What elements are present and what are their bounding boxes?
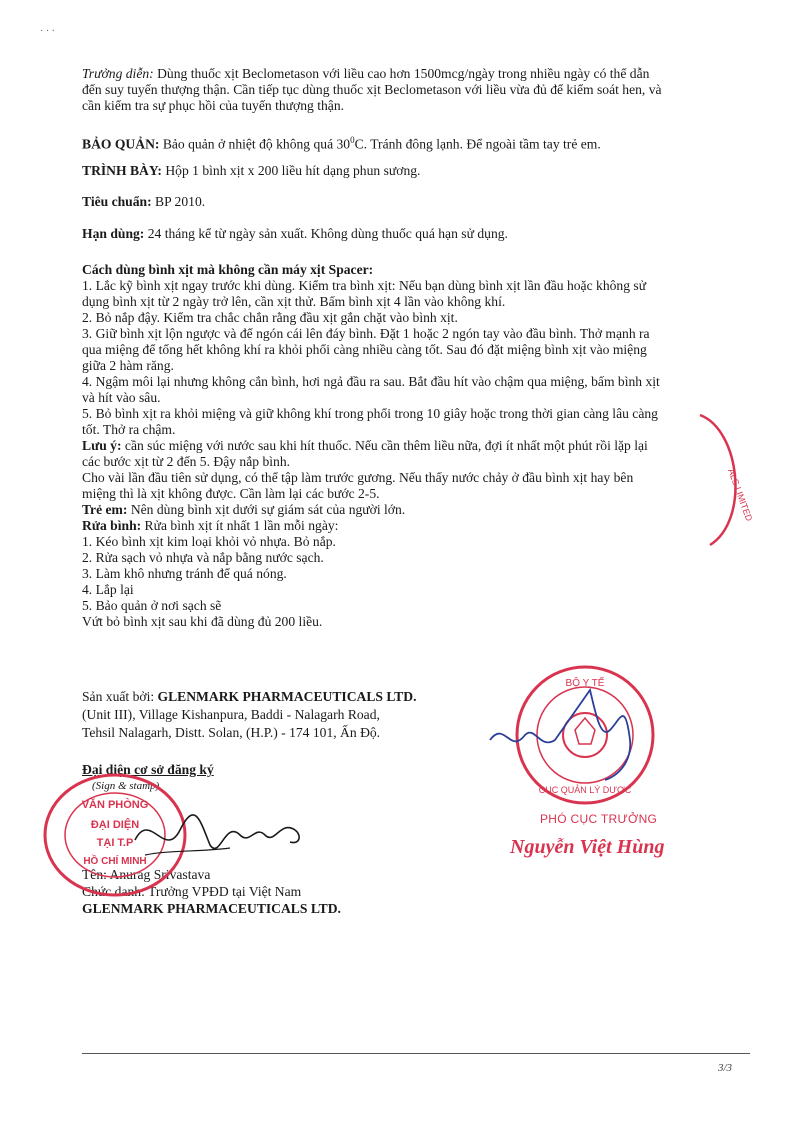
usage-line: giữa 2 hàm răng.	[82, 358, 174, 373]
manufacturer-name: GLENMARK PHARMACEUTICALS LTD.	[157, 689, 417, 704]
usage-line: và hít vào sâu.	[82, 390, 161, 405]
wash-line: 3. Làm khô nhưng tránh để quá nóng.	[82, 566, 287, 581]
manufacturer-label: Sản xuất bởi:	[82, 689, 158, 704]
wash-line: 2. Rửa sạch vỏ nhựa và nắp bằng nước sạch.	[82, 550, 324, 565]
storage-sup: 0	[350, 135, 355, 145]
child-label: Trẻ em:	[82, 502, 128, 517]
rep-name: Tên: Anurag Srivastava	[82, 867, 211, 882]
storage-label: BẢO QUẢN:	[82, 136, 160, 152]
usage-line: 1. Lắc kỹ bình xịt ngay trước khi dùng. Kiểm tra bình xịt: Nếu bạn dùng bình xịt lần đầu hoặc không sử	[82, 278, 647, 293]
wash-label: Rửa bình:	[82, 518, 142, 533]
overdose-label: Trưởng diễn:	[82, 66, 154, 81]
overdose-line-3: cần kiểm tra sự phục hồi của tuyến thượng thận.	[82, 98, 345, 113]
storage-text-2: C. Tránh đông lạnh. Để ngoài tầm tay trẻ em.	[354, 136, 601, 152]
rep-position: Chức danh: Trưởng VPĐD tại Việt Nam	[82, 884, 302, 899]
rep-signature	[130, 800, 310, 870]
usage-line: qua miệng để tống hết không khí ra khỏi phổi càng nhiều càng tốt. Sau đó đặt miệng bình xịt vào miệng	[82, 342, 647, 357]
wash-line: 5. Bảo quản ở nơi sạch sẽ	[82, 598, 222, 613]
expiry-label: Hạn dùng:	[82, 226, 145, 241]
standard-text: BP 2010.	[151, 194, 206, 209]
stamp-left-line-2: ĐẠI DIỆN	[90, 819, 140, 831]
wash-text: Rửa bình xịt ít nhất 1 lần mỗi ngày:	[141, 518, 339, 533]
note-line-1: cần súc miệng với nước sau khi hít thuốc. Nếu cần thêm liều nữa, đợi ít nhất một phút rồi lặp lại	[121, 438, 648, 453]
stamp-right-bottom: CỤC QUẢN LÝ DƯỢC	[538, 785, 632, 795]
stamp-left-line-3: TẠI T.P	[96, 837, 134, 849]
child-text: Nên dùng bình xịt dưới sự giám sát của người lớn.	[127, 502, 406, 517]
page-number: 3/3	[718, 1062, 733, 1074]
usage-line: 5. Bỏ bình xịt ra khỏi miệng và giữ không khí trong phổi trong 10 giây hoặc trong thời gian càng lâu càng	[82, 406, 658, 421]
usage-line: dụng bình xịt từ 2 ngày trở lên, cần xịt thử. Bấm bình xịt 4 lần vào không khí.	[82, 294, 506, 309]
stamp-right-top: BỘ Y TẾ	[565, 678, 605, 689]
overdose-line-1: Dùng thuốc xịt Beclometason với liều cao hơn 1500mcg/ngày trong nhiều ngày có thể dẫn	[153, 66, 650, 81]
extra-line-1: Cho vài lần đầu tiên sử dụng, có thể tập làm trước gương. Nếu thấy nước chảy ở đầu bình xịt hay bên	[82, 470, 634, 485]
expiry-text: 24 tháng kể từ ngày sản xuất. Không dùng thuốc quá hạn sử dụng.	[144, 226, 508, 241]
side-stamp	[690, 410, 755, 550]
manufacturer-address-1: (Unit III), Village Kishanpura, Baddi - Nalagarh Road,	[82, 707, 380, 722]
side-stamp-text: ALS LIMITED	[726, 467, 755, 523]
usage-line: 3. Giữ bình xịt lộn ngược và để ngón cái lên đáy bình. Đặt 1 hoặc 2 ngón tay vào đầu bình. Thở mạnh ra	[82, 326, 650, 341]
standard-label: Tiêu chuẩn:	[82, 194, 152, 209]
overdose-line-2: đến suy tuyến thượng thận. Cần tiếp tục dùng thuốc xịt Beclometason với liều vừa đủ để kiểm soát hen, và	[82, 82, 662, 97]
usage-line: 2. Bỏ nắp đậy. Kiểm tra chắc chắn rằng đầu xịt gắn chặt vào bình xịt.	[82, 310, 458, 325]
stamp-left-line-1: VĂN PHÒNG	[81, 799, 149, 811]
footer-rule	[82, 1053, 750, 1054]
rep-title: Đại diện cơ sở đăng ký	[82, 762, 214, 777]
official-signature	[480, 680, 660, 790]
standard-paragraph	[82, 194, 762, 210]
extra-line-2: miệng thì là xịt không được. Cần làm lại các bước 2-5.	[82, 486, 380, 501]
wash-line: 1. Kéo bình xịt kim loại khỏi vỏ nhựa. Bỏ nắp.	[82, 534, 336, 549]
note-line-2: các bước xịt từ 2 đến 5. Đậy nắp bình.	[82, 454, 291, 469]
usage-line: 4. Ngậm môi lại nhưng không cắn bình, hơi ngả đầu ra sau. Bắt đầu hít vào chậm qua miệng, bấm bình xịt	[82, 374, 660, 389]
header-marks: · · ·	[40, 26, 55, 37]
presentation-text: Hộp 1 bình xịt x 200 liều hít dạng phun sương.	[161, 163, 421, 178]
usage-title: Cách dùng bình xịt mà không cần máy xịt Spacer:	[82, 262, 374, 277]
stamp-left-line-4: HỒ CHÍ MINH	[83, 856, 147, 867]
storage-text: Bảo quản ở nhiệt độ không quá 30	[159, 136, 351, 152]
note-label: Lưu ý:	[82, 438, 122, 453]
overdose-paragraph	[82, 66, 762, 114]
wash-line: Vứt bỏ bình xịt sau khi đã dùng đủ 200 liều.	[82, 614, 323, 629]
usage-line: tốt. Thở ra chậm.	[82, 422, 176, 437]
rep-company: GLENMARK PHARMACEUTICALS LTD.	[82, 901, 341, 916]
official-name: Nguyễn Việt Hùng	[510, 836, 665, 858]
rep-sub: (Sign & stamp)	[92, 780, 160, 792]
official-title: PHÓ CỤC TRƯỞNG	[540, 812, 658, 826]
presentation-label: TRÌNH BÀY:	[82, 163, 162, 178]
wash-line: 4. Lắp lại	[82, 582, 134, 597]
usage-section	[82, 262, 762, 630]
storage-paragraph	[82, 132, 762, 153]
presentation-paragraph	[82, 163, 762, 179]
expiry-paragraph	[82, 226, 762, 242]
manufacturer-address-2: Tehsil Nalagarh, Distt. Solan, (H.P.) - 174 101, Ấn Độ.	[82, 725, 381, 740]
